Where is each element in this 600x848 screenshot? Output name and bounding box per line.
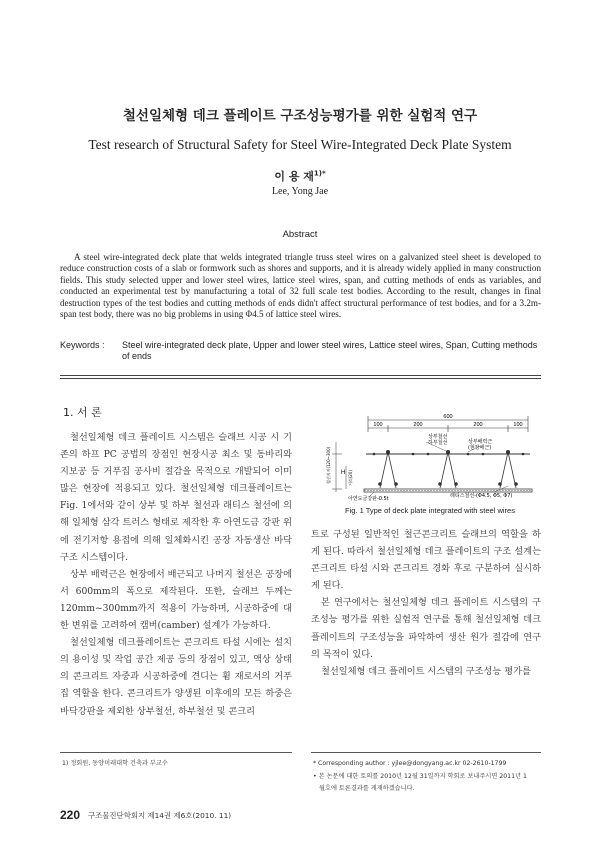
label-lower-wire: 하부철선 [428, 440, 448, 446]
dim-total: 600 [443, 414, 453, 420]
dim-vertical-2: 거리(20) [348, 470, 353, 486]
body-column-right [311, 526, 541, 680]
label-upper-wire: 상부철선 [428, 434, 448, 440]
footnote-divider-left [60, 752, 292, 753]
body-column-left [60, 429, 292, 720]
author-affiliation-mark: 1)* [313, 169, 326, 178]
author-korean [0, 168, 600, 184]
paper-title-english: Test research of Structural Safety for Steel Wire-Integrated Deck Plate System [88, 137, 512, 152]
figure-caption: Fig. 1 Type of deck plate integrated with steel wires [345, 506, 515, 515]
keywords-label: Keywords : [60, 340, 105, 350]
author-english: Lee, Yong Jae [271, 186, 329, 197]
paper-title-korean: 철선일체형 데크 플레이트 구조성능평가를 위한 실험적 연구 [122, 108, 478, 124]
abstract-text: A steel wire-integrated deck plate that welds integrated triangle truss steel wires on a galvanized steel sheet is developed to reduce construction costs of a slab or formwork such as shores and supports, and it is already widely applied in many construction fields. This study selected upper and lower steel wires, lattice steel wires, span, and cutting methods of ends as variables, and conducted an experimental test by manufacturing a total of 32 full scale test bodies. According to the result, changes in final destruction types of the test bodies and cutting methods of ends didn't affect structural performance of test bodies, and for a 3.2m-span test body, there was no big problems in using Φ4.5 of lattice steel wires. [60, 252, 541, 320]
footnote-discussion-2: 월호에 토론결과를 게재하겠습니다. [319, 785, 415, 792]
paragraph: 상부 배력근은 현장에서 배근되고 나머지 철선은 공장에서 600mm의 폭으로 제작된다. 또한, 슬래브 두께는 120mm~300mm까지 적용이 가능하며, 시공하중에 대한 변위를 고려하여 캠버(camber) 설계가 가능하다. [60, 568, 292, 632]
label-lattice-wire: 래티스철선-(Φ4.5, Φ5, Φ7) [450, 493, 513, 499]
keywords-text: Steel wire-integrated deck plate, Upper and lower steel wires, Lattice steel wires, Span, Cutting methods of ends [122, 340, 538, 362]
divider-top [60, 375, 541, 376]
dim-vertical-1: 철선지지(120~300) [326, 446, 331, 484]
abstract-heading: Abstract [282, 229, 318, 240]
label-distribution-sub: (현장배근) [468, 445, 492, 451]
page-number: 220 [60, 808, 81, 822]
footnote-affiliation: 1) 정회원, 동양미래대학 건축과 부교수 [62, 760, 168, 767]
footnote-correspondence [313, 758, 543, 796]
paragraph: 철선일체형 데크플레이트는 콘크리트 타설 시에는 설치의 용이성 및 작업 공간 제공 등의 장점이 있고, 액상 상태의 콘크리트 자중과 시공하중에 견디는 휨 재로서의 거푸집 역할을 한다. 콘크리트가 양생된 이후에의 모든 하중은 바닥강판을 제외한 상부철선, 하부철선 및 콘크리 [60, 637, 292, 717]
dim-part-2: 200 [413, 422, 423, 428]
dim-part-3: 200 [473, 422, 483, 428]
label-galvanized-sheet: 아연도금강판-0.5t [348, 496, 389, 502]
paragraph: 본 연구에서는 철선일체형 데크 플레이트 시스템의 구조성능 평가를 위한 실험적 연구를 통해 철선일체형 데크 플레이트의 구조성능을 파악하여 생산 원가 절감에 연구의 목적이 있다. [311, 597, 541, 660]
dim-part-4: 100 [513, 422, 523, 428]
footnote-discussion-1: • 본 논문에 대한 토의를 2010년 12월 31일까지 학회로 보내주시면 2011년 1 [313, 772, 527, 780]
author-name: 이 용 재 [274, 170, 314, 183]
section-heading-introduction: 1. 서 론 [63, 406, 102, 419]
paragraph: 트로 구성된 일반적인 철근콘크리트 슬래브의 역할을 하게 된다. 따라서 철선일체형 데크 플레이트의 구조 설계는 콘크리트 타설 시와 콘크리트 경화 후로 구분하여 실시하게 된다. [311, 529, 541, 592]
label-distribution-bar: 상부배력근 [468, 439, 493, 445]
dim-h-label: H [341, 470, 346, 476]
divider-top-second [60, 378, 541, 379]
dim-part-1: 100 [373, 422, 383, 428]
footnote-corresponding-author: * Corresponding author : yjlee@dongyang.ac.kr 02-2610-1799 [313, 760, 507, 767]
paragraph: 철선일체형 데크 플레이트 시스템의 구조성능 평가를 [321, 665, 531, 677]
journal-citation: 구조물진단학회지 제14권 제6호(2010. 11) [88, 811, 232, 820]
figure-deck-plate-diagram [318, 412, 543, 504]
paragraph: 철선일체형 데크 플레이트 시스템은 슬래브 시공 시 기존의 하프 PC 공법의 장점인 현장시공 최소 및 동바리와 지보공 등 거푸집 공사비 절감을 목적으로 개발되어 이미 많은 현장에 적용되고 있다. 철선일체형 데크플레이트는 Fig. 1에서와 같이 상부 및 하부 철선과 래티스 철선에 의해 일체형 삼각 트러스 형태로 제작한 후 아연도금 강판 위에 전기저항 용접에 의해 일체화시킨 공장 자동생산 바닥구조 시스템이다. [60, 432, 292, 563]
footnote-divider-right [311, 752, 541, 753]
